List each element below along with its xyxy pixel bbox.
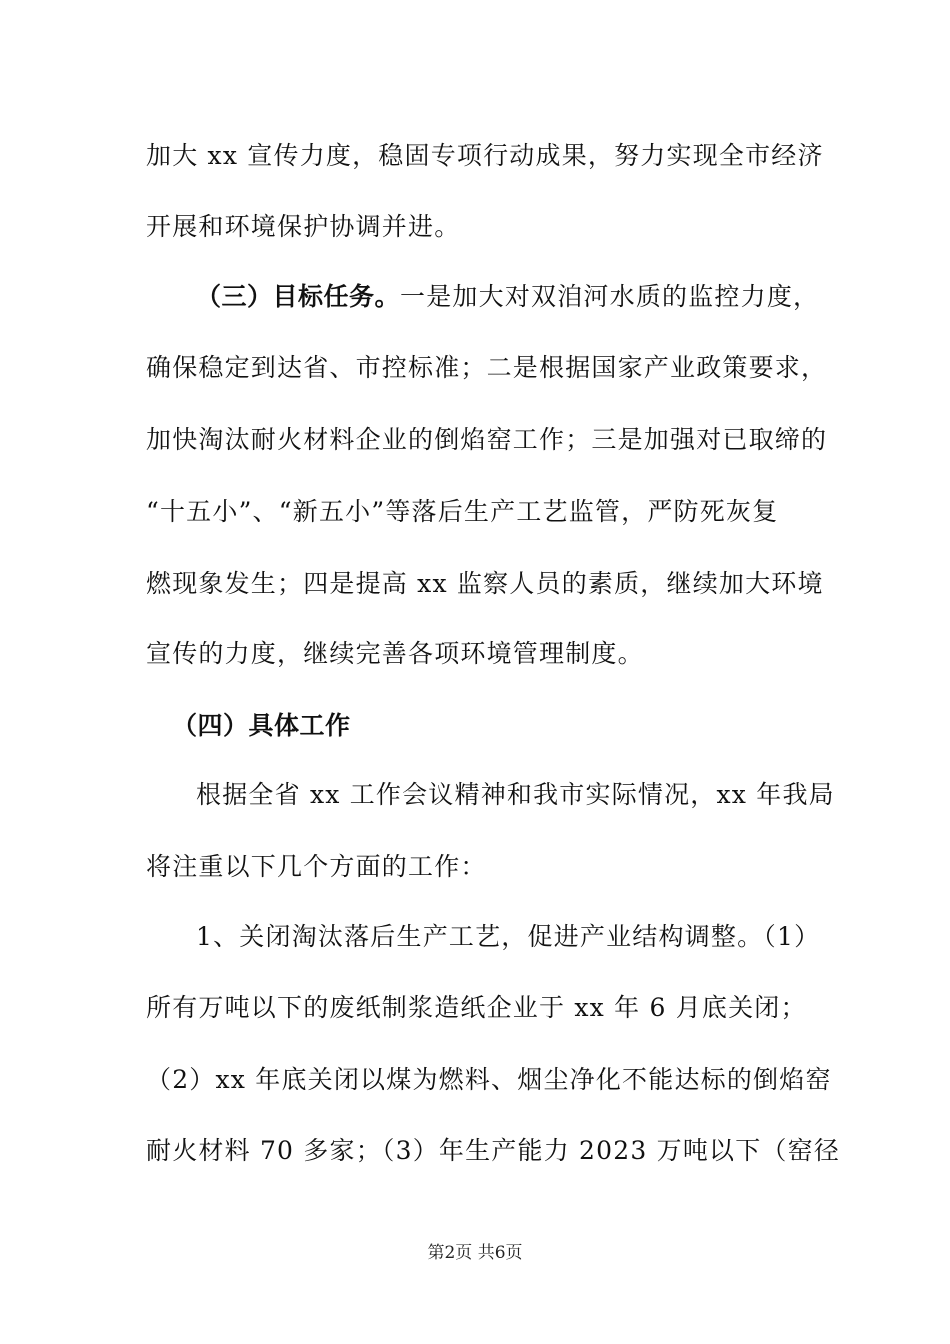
paragraph-section-3	[196, 279, 820, 315]
text-line: 加大 xx 宣传力度，稳固专项行动成果，努力实现全市经济	[146, 141, 824, 170]
text-line: 开展和环境保护协调并进。	[146, 212, 461, 241]
text-line: 加快淘汰耐火材料企业的倒焰窑工作；三是加强对已取缔的	[146, 425, 828, 454]
section-heading-3: （三）目标任务。	[196, 282, 401, 311]
text-line: 宣传的力度，继续完善各项环境管理制度。	[146, 639, 644, 668]
text-line: 1、关闭淘汰落后生产工艺，促进产业结构调整。（1）	[196, 922, 821, 951]
section-heading-4: （四）具体工作	[172, 711, 351, 740]
page-number-footer: 第2页 共6页	[427, 1243, 523, 1263]
text-line: 燃现象发生；四是提高 xx 监察人员的素质，继续加大环境	[146, 569, 824, 598]
text-line: 耐火材料 70 多家；（3）年生产能力 2023 万吨以下（窑径	[146, 1136, 841, 1165]
section-3-text: 一是加大对双洎河水质的监控力度，	[400, 282, 820, 311]
text-line: “十五小”、“新五小”等落后生产工艺监管，严防死灰复	[146, 497, 779, 526]
text-line: 将注重以下几个方面的工作：	[146, 852, 487, 881]
text-line: 确保稳定到达省、市控标准；二是根据国家产业政策要求，	[146, 353, 828, 382]
text-line: 所有万吨以下的废纸制浆造纸企业于 xx 年 6 月底关闭；	[146, 993, 807, 1022]
text-line: （2）xx 年底关闭以煤为燃料、烟尘净化不能达标的倒焰窑	[146, 1065, 832, 1094]
text-line: 根据全省 xx 工作会议精神和我市实际情况，xx 年我局	[196, 780, 835, 809]
